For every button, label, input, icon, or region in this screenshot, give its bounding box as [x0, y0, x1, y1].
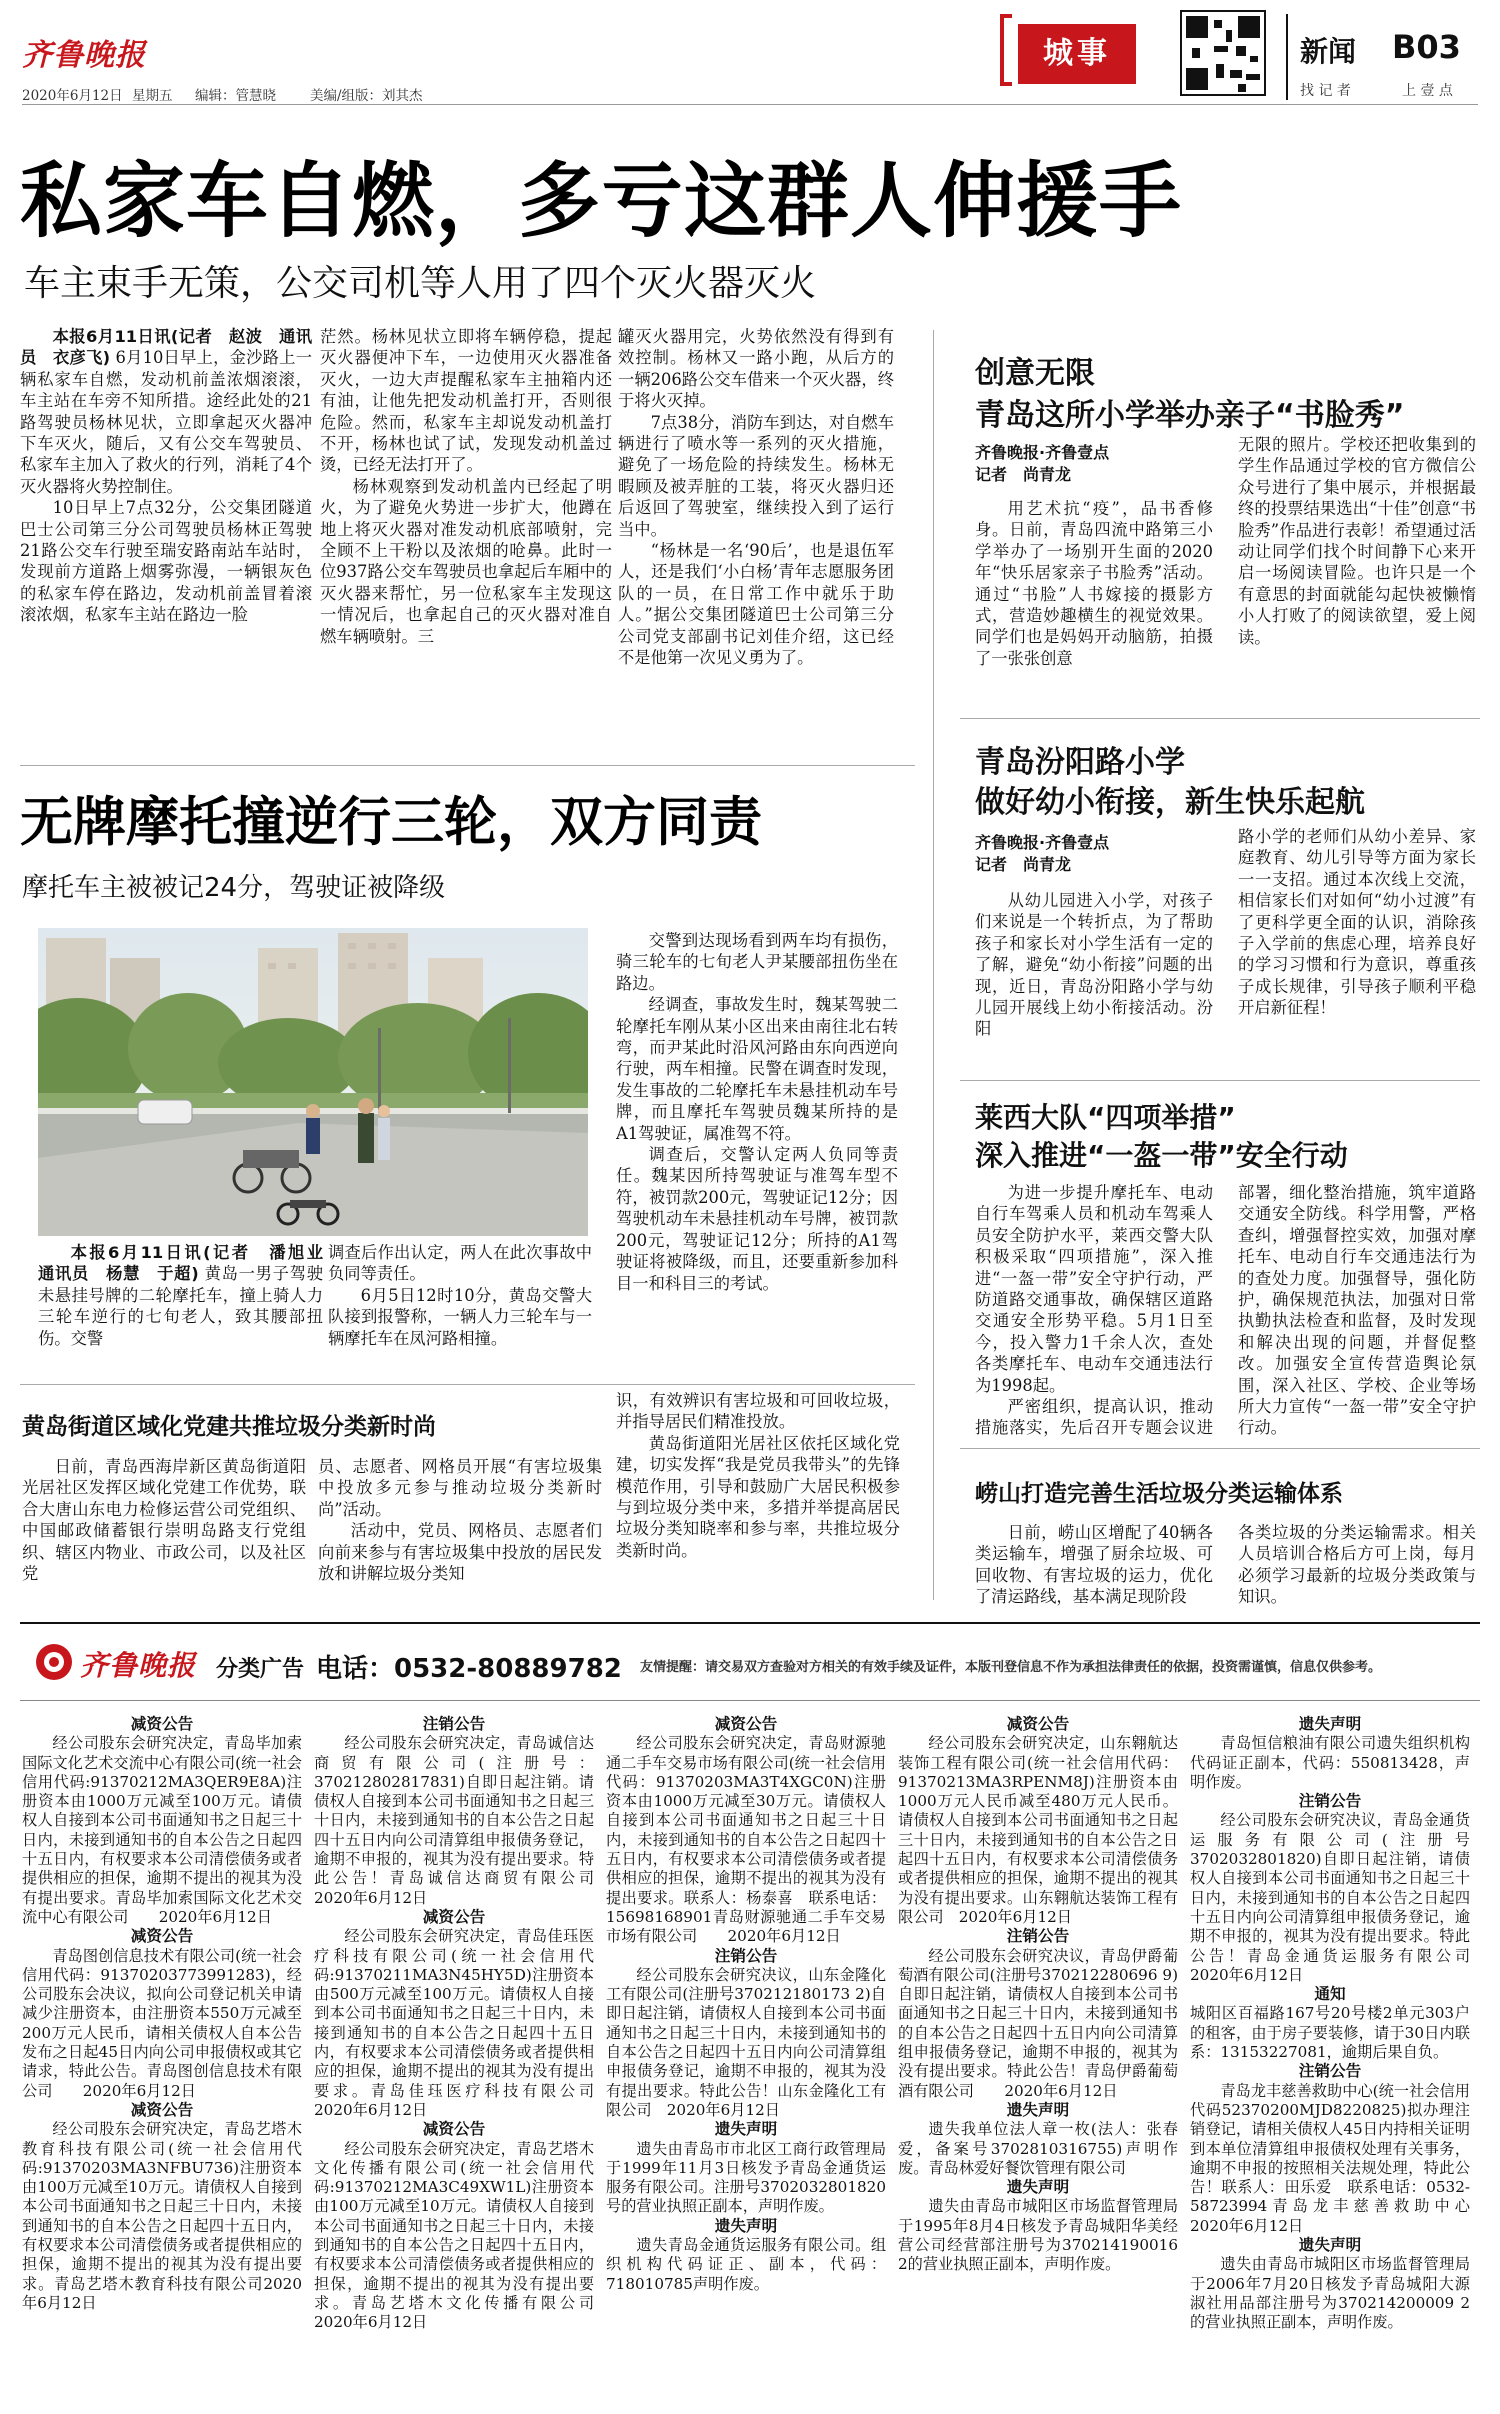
paragraph [616, 1144, 898, 1294]
right2-reporter: 记者 尚青龙 [975, 855, 1072, 874]
paragraph-text: 黄岛街道阳光居社区依托区域化党建，切实发挥“我是党员我带头”的先锋模范作用，引导和鼓励广大居民积极参与到垃圾分类中来，多措并举提高居民垃圾分类知晓率和参与率，共推垃圾分类新时尚。 [616, 1433, 900, 1560]
right4-col-1 [975, 1522, 1213, 1610]
right1-bottom-rule [960, 718, 1480, 719]
paragraph [616, 1390, 900, 1433]
notice-heading: 遗失声明 [714, 2216, 778, 2235]
story2-bottom-rule [20, 1384, 915, 1385]
right2-source: 齐鲁晚报·齐鲁壹点 [975, 833, 1110, 852]
paragraph-text: 调查后，交警认定两人负同等责任。魏某因所持驾驶证与准驾车型不符，被罚款200元，驾驶证记12分；因驾驶机动车未悬挂机动车号牌，被罚款200元，驾驶证记12分；所持的A1驾驶证将被降级，而且，还要重新参加科目一和科目三的考试。 [616, 1145, 898, 1293]
notice-heading: 注销公告 [1298, 1792, 1362, 1811]
paragraph-text: 日前，崂山区增配了40辆各类运输车，增强了厨余垃圾、可回收物、有害垃圾的运力，优化了清运路线，基本满足现阶段 [975, 1523, 1213, 1607]
classified-notice: 友情提醒：请交易双方查验对方相关的有效手续及证件，本版刊登信息不作为承担法律责任的依据，投资需谨慎，信息仅供参考。 [640, 1660, 1382, 1675]
paragraph-text: 罐灭火器用完，火势依然没有得到有效控制。杨林又一路小跑，从后方的一辆206路公交车借来一个灭火器，终于将火灭掉。 [618, 327, 894, 411]
notice-text: 经公司股东会研究决议，青岛金通货运服务有限公司(注册号3702032801820)自即日起注销，请债权人自接到本公司书面通知书之日起三十日内，未接到通知书的自本公告之日起四十五日内向公司清算组申报债务登记，逾期不申报的，视其为没有提出要求。特此公告！青岛金通货运服务有限公司 2020年6月12日 [1190, 1811, 1470, 1984]
paragraph-text: 茫然。杨林见状立即将车辆停稳，提起灭火器便冲下车，一边使用灭火器准备灭火，一边大声提醒私家车主抽箱内还有油，让他先把发动机盖打开，否则很危险。然而，私家车主却说发动机盖打不开，杨林也试了试，发现发动机盖过烫，已经无法打开了。 [320, 327, 612, 475]
section-tag: 城事 [1018, 24, 1136, 84]
paragraph-text: 无限的照片。学校还把收集到的学生作品通过学校的官方微信公众号进行了集中展示，并根据最终的投票结果选出“十佳”创意“书脸秀”作品进行表彰！希望通过活动让同学们找个时间静下心来开启一场阅读冒险。也许只是一个有意思的封面就能勾起快被懒惰小人打败了的阅读欲望，爱上阅读。 [1238, 435, 1476, 647]
byline: 本报6月11日讯(记者 潘旭业 通讯员 杨慧 于超) [38, 1243, 323, 1284]
masthead-editor: 编辑：管慧晓 [195, 88, 276, 104]
notice-heading: 减资公告 [422, 2120, 486, 2139]
paragraph-text: 路小学的老师们从幼小差异、家庭教育、幼儿引导等方面为家长一一支招。通过本次线上交流，相信家长们对如何“幼小过渡”有了更科学更全面的认识，消除孩子入学前的焦虑心理，培养良好的学习习惯和行为意识，尊重孩子成长规律，引导孩子顺利平稳开启新征程！ [1238, 827, 1476, 1018]
paragraph-text: 7点38分，消防车到达，对自燃车辆进行了喷水等一系列的灭火措施，避免了一场危险的持续发生。杨林无暇顾及被弄脏的工装，将灭火器归还后返回了驾驶室，继续投入到了运行当中。 [618, 412, 894, 539]
notice-heading: 注销公告 [422, 1715, 486, 1733]
notice-heading: 注销公告 [1298, 2062, 1362, 2081]
paragraph [38, 1242, 323, 1349]
right3-col-2 [1238, 1182, 1476, 1440]
notice-text: 经公司股东会研究决议，山东金隆化工有限公司(注册号370212180173 2)自即日起注销，请债权人自接到本公司书面通知书之日起三十日内，未接到通知书的自本公告之日起四十五日内向公司清算组申报债务登记，逾期不申报的，视其为没有提出要求。特此公告！山东金隆化工有限公司 2020年6月12日 [606, 1965, 886, 2119]
notice-text: 遗失由青岛市市北区工商行政管理局于1999年11月3日核发予青岛金通货运服务有限公司。注册号3702032801820号的营业执照正副本，声明作废。 [606, 2139, 886, 2216]
notice-heading: 减资公告 [422, 1907, 486, 1926]
notice-heading: 通知 [1314, 1985, 1346, 2004]
lead-headline: 私家车自燃，多亏这群人伸援手 [20, 154, 1183, 249]
byline: 本报6月11日讯(记者 赵波 通讯员 衣彦飞) [20, 327, 312, 368]
paragraph [975, 1396, 1213, 1440]
paragraph [616, 994, 898, 1144]
paragraph-text: 经调查，事故发生时，魏某驾驶二轮摩托车刚从某小区出来由南往北右转弯，而尹某此时沿风河路由东向西逆向行驶，两车相撞。民警在调查时发现，发生事故的二轮摩托车未悬挂机动车号牌，而且摩托车驾驶员魏某所持的是A1驾驶证，属准驾不符。 [616, 995, 898, 1143]
notice-text: 经公司股东会研究决定，青岛财源驰通二手车交易市场有限公司(统一社会信用代码：91370203MA3T4XGC0N)注册资本由1000万元减至30万元。请债权人自接到本公司书面通知书之日起三十日内，未接到通知书的自本公告之日起四十五日内，有权要求本公司清偿债务或者提供相应的担保，逾期不提出的视其为没有提出要求。联系人：杨泰喜 联系电话：15698168901青岛财源驰通二手车交易市场有限公司 2020年6月12日 [606, 1734, 886, 1946]
lead-col-2 [320, 326, 612, 756]
notice-heading: 减资公告 [130, 1715, 194, 1733]
classified-column [606, 1715, 886, 2405]
notice-text: 经公司股东会研究决定，青岛毕加索国际文化艺术交流中心有限公司(统一社会信用代码:91370212MA3QER9E8A)注册资本由1000万元减至100万元。请债权人自接到本公司书面通知书之日起三十日内，未接到通知书的自本公告之日起四十五日内，有权要求本公司清偿债务或者提供相应的担保，逾期不提出的视其为没有提出要求。青岛毕加索国际文化艺术交流中心有限公司 2020年6月12日 [22, 1734, 302, 1926]
paragraph-text: 杨林观察到发动机盖内已经起了明火，为了避免火势进一步扩大，他蹲在地上将灭火器对准发动机底部喷射，完全顾不上干粉以及浓烟的呛鼻。此时一位937路公交车驾驶员也拿起后车厢中的灭火器来帮忙，另一位私家车主发现这一情况后，也拿起自己的灭火器对准自燃车辆喷射。三 [320, 476, 612, 646]
paragraph-text: 员、志愿者、网格员开展“有害垃圾集中投放多元参与推动垃圾分类新时尚”活动。 [318, 1457, 602, 1519]
classified-column [22, 1715, 302, 2405]
masthead-weekday: 星期五 [132, 88, 173, 104]
story2-photo [38, 928, 588, 1236]
paragraph-text: 从幼儿园进入小学，对孩子们来说是一个转折点，为了帮助孩子和家长对小学生活有一定的了解，避免“幼小衔接”问题的出现，近日，青岛汾阳路小学与幼儿园开展线上幼小衔接活动。汾阳 [975, 891, 1213, 1039]
classified-logo: 齐鲁晚报 [80, 1649, 197, 1682]
right3-title-line1: 莱西大队“四项举措” [975, 1101, 1236, 1134]
notice-heading: 减资公告 [714, 1715, 778, 1733]
notice-text: 遗失青岛金通货运服务有限公司。组织机构代码证正、副本，代码：718010785声明作废。 [606, 2236, 886, 2293]
reporter-label: 找 记 者 [1300, 83, 1351, 99]
right1-source: 齐鲁晚报·齐鲁壹点 [975, 443, 1110, 462]
masthead-designer: 美编/组版：刘其杰 [310, 88, 423, 104]
paragraph [320, 476, 612, 647]
section-name: 新闻 [1300, 35, 1357, 68]
story2-headline: 无牌摩托撞逆行三轮，双方同责 [20, 792, 762, 853]
paragraph [318, 1520, 602, 1584]
paragraph [616, 1433, 900, 1561]
paragraph-text: 各类垃圾的分类运输需求。相关人员培训合格后方可上岗，每月必须学习最新的垃圾分类政策与知识。 [1238, 1523, 1476, 1607]
right1-reporter: 记者 尚青龙 [975, 465, 1072, 484]
paragraph [20, 497, 312, 625]
paragraph-text: 黄岛一男子驾驶未悬挂号牌的二轮摩托车，撞上骑人力三轮车逆行的七旬老人，致其腰部扭伤。交警 [38, 1264, 323, 1348]
paragraph [1238, 1439, 1476, 1440]
paragraph [975, 1182, 1213, 1396]
paragraph [22, 1456, 306, 1584]
notice-heading: 遗失声明 [1006, 2178, 1070, 2197]
paragraph [20, 326, 312, 497]
notice-heading: 遗失声明 [714, 2120, 778, 2139]
masthead-date: 2020年6月12日 [22, 88, 123, 104]
classified-column [898, 1715, 1178, 2405]
right3-col-1 [975, 1182, 1213, 1440]
paragraph [616, 930, 898, 994]
reporter-action: 上 壹 点 [1402, 83, 1453, 99]
paragraph [1238, 434, 1476, 648]
notice-text: 经公司股东会研究决定，青岛佳珏医疗科技有限公司(统一社会信用代码:91370211MA3N45HY5D)注册资本由500万元减至100万元。请债权人自接到本公司书面通知书之日起三十日内，未接到通知书的自本公告之日起四十五日内，有权要求本公司清偿债务或者提供相应的担保，逾期不提出的视其为没有提出要求。青岛佳珏医疗科技有限公司 2020年6月12日 [314, 1927, 594, 2119]
notice-text: 遗失由青岛市城阳区市场监督管理局于2006年7月20日核发予青岛城阳大源淑社用品部注册号为370214200009 2的营业执照正副本，声明作废。 [1190, 2255, 1470, 2332]
notice-text: 经公司股东会研究决定，青岛艺塔木文化传播有限公司(统一社会信用代码:91370212MA3C49XW1L)注册资本由100万元减至10万元。请债权人自接到本公司书面通知书之日起三十日内，未接到通知书的自本公告之日起四十五日内，有权要求本公司清偿债务或者提供相应的担保，逾期不提出的视其为没有提出要求。青岛艺塔木文化传播有限公司 2020年6月12日 [314, 2139, 594, 2332]
paragraph [1238, 1522, 1476, 1608]
story3-col-2 [318, 1456, 602, 1604]
classified-phone: 电话：0532-80889782 [316, 1654, 622, 1684]
right1-col-2 [1238, 434, 1476, 740]
paragraph [618, 540, 894, 668]
paragraph-text: 严密组织，提高认识，推动措施落实，先后召开专题会议进 [975, 1397, 1213, 1438]
section-divider [1286, 14, 1288, 100]
story3-col-3 [616, 1390, 900, 1604]
right3-bottom-rule [960, 1448, 1480, 1449]
right1-col-1 [975, 498, 1213, 738]
classified-header-rule [20, 1700, 1480, 1701]
story2-col-3 [616, 930, 898, 1360]
paragraph-text: 10日早上7点32分，公交集团隧道巴士公司第三分公司驾驶员杨林正驾驶21路公交车行驶至瑞安路南站车站时，发现前方道路上烟雾弥漫，一辆银灰色的私家车停在路边，发动机前盖冒着滚滚浓烟，私家车主站在路边一脸 [20, 498, 312, 625]
paragraph [328, 1242, 592, 1285]
right2-col-1 [975, 890, 1213, 1065]
paragraph-text: 用艺术抗“疫”，品书香修身。日前，青岛四流中路第三小学举办了一场别开生面的2020年“快乐居家亲子书脸秀”活动。通过“书脸”人书嫁接的摄影方式，营造妙趣横生的视觉效果。同学们也是妈妈开动脑筋，拍摄了一张张创意 [975, 499, 1213, 668]
notice-text: 经公司股东会研究决议，青岛伊爵葡萄酒有限公司(注册号370212280696 9)自即日起注销，请债权人自接到本公司书面通知书之日起三十日内，未接到通知书的自本公告之日起四十五日内向公司清算组申报债务登记，逾期不申报的，视其为没有提出要求。特此公告！青岛伊爵葡萄酒有限公司 2020年6月12日 [898, 1946, 1178, 2100]
notice-heading: 注销公告 [1006, 1927, 1070, 1946]
notice-text: 城阳区百福路167号20号楼2单元303户的租客，由于房子要装修，请于30日内联系：13153227081，逾期后果自负。 [1190, 2004, 1470, 2062]
paragraph [320, 326, 612, 476]
classified-logo-icon [36, 1644, 72, 1680]
notice-heading: 注销公告 [714, 1946, 778, 1965]
lead-subtitle: 车主束手无策，公交司机等人用了四个灭火器灭火 [24, 263, 817, 304]
notice-heading: 减资公告 [130, 1927, 194, 1946]
story3-col-1 [22, 1456, 306, 1604]
paragraph-text: 为进一步提升摩托车、电动自行车驾乘人员和机动车驾乘人员安全防护水平，莱西交警大队积极采取“四项措施”，深入推进“一盔一带”安全守护行动，严防道路交通事故，确保辖区道路交通安全形势平稳。5月1日至今，投入警力1千余人次，查处各类摩托车、电动车交通违法行为1998起。 [975, 1183, 1213, 1395]
right2-col-2 [1238, 826, 1476, 1066]
paragraph [975, 890, 1213, 1040]
paragraph-text: 活动中，党员、网格员、志愿者们向前来参与有害垃圾集中投放的居民发放和讲解垃圾分类知 [318, 1521, 602, 1584]
notice-heading: 遗失声明 [1006, 2100, 1070, 2119]
qr-code-icon [1180, 10, 1266, 96]
right1-title-line2: 青岛这所小学举办亲子“书脸秀” [975, 398, 1405, 433]
paragraph-text: 日前，青岛西海岸新区黄岛街道阳光居社区发挥区域化党建工作优势，联合大唐山东电力检修运营公司党组织、中国邮政储蓄银行崇明岛路支行党组织、辖区内物业、市政公司，以及社区党 [22, 1457, 306, 1584]
paragraph [975, 498, 1213, 669]
paragraph-text: “杨林是一名‘90后’，也是退伍军人，还是我们‘小白杨’青年志愿服务团队的一员，在日常工作中就乐于助人。”据公交集团隧道巴士公司第三分公司党支部副书记刘佳介绍，这已经不是他第一次见义勇为了。 [618, 541, 894, 668]
story2-col-2 [328, 1242, 592, 1362]
notice-heading: 减资公告 [130, 2100, 194, 2119]
classified-column [1190, 1715, 1470, 2405]
notice-text: 遗失由青岛市城阳区市场监督管理局于1995年8月4日核发予青岛城阳华美经营公司经营部注册号为370214190016 2的营业执照正副本，声明作废。 [898, 2197, 1178, 2274]
story3-headline: 黄岛街道区域化党建共推垃圾分类新时尚 [22, 1414, 436, 1440]
story2-subtitle: 摩托车主被被记24分，驾驶证被降级 [22, 873, 446, 903]
notice-text: 经公司股东会研究决定，青岛艺塔木教育科技有限公司(统一社会信用代码:91370203MA3NFBU736)注册资本由100万元减至10万元。请债权人自接到本公司书面通知书之日起三十日内，未接到通知书的自本公告之日起四十五日内，有权要求本公司清偿债务或者提供相应的担保，逾期不提出的视其为没有提出要求。青岛艺塔木教育科技有限公司2020年6月12日 [22, 2120, 302, 2312]
paragraph-text: 部署，细化整治措施，筑牢道路交通安全防线。科学用警，严格查纠，增强督控实效，加强对摩托车、电动自行车交通违法行为的查处力度。加强督导，强化防护，确保规范执法，加强对日常执勤执法检查和监督，及时发现和解决出现的问题，并督促整改。加强安全宣传营造舆论氛围，深入社区、学校、企业等场所大力宣传“一盔一带”安全守护行动。 [1238, 1183, 1476, 1438]
paragraph [318, 1456, 602, 1520]
notice-heading: 遗失声明 [1298, 1715, 1362, 1733]
notice-heading: 遗失声明 [1298, 2236, 1362, 2255]
story2-col-1 [38, 1242, 323, 1362]
paragraph [618, 326, 894, 412]
lead-bottom-rule [20, 765, 915, 766]
paragraph [1238, 826, 1476, 1019]
right1-title-line1: 创意无限 [975, 356, 1095, 391]
classified-column [314, 1715, 594, 2405]
lead-col-3 [618, 326, 894, 756]
notice-text: 青岛龙丰慈善救助中心(统一社会信用代码52370200MJD8220825)拟办理注销登记，请相关债权人45日内持相关证明到本单位清算组申报债权处理有关事务，逾期不申报的按照相关法规处理，特此公告！联系人：田乐爱 联系电话：0532-58723994青岛龙丰慈善救助中心 2020年6月12日 [1190, 2081, 1470, 2235]
paragraph [618, 412, 894, 540]
notice-text: 经公司股东会研究决定，山东翱航达装饰工程有限公司(统一社会信用代码：91370213MA3RPENM8J)注册资本由1000万元人民币减至480万元人民币。请债权人自接到本公司书面通知书之日起三十日内，未接到通知书的自本公告之日起四十五日内，有权要求本公司清偿债务或者提供相应的担保，逾期不提出的视其为没有提出要求。山东翱航达装饰工程有限公司 2020年6月12日 [898, 1734, 1178, 1926]
notice-text: 经公司股东会研究决定，青岛诚信达商贸有限公司(注册号：370212802817831)自即日起注销。请债权人自接到本公司书面通知书之日起三十日内，未接到通知书的自本公告之日起四十五日内向公司清算组申报债务登记，逾期不申报的，视其为没有提出要求。特此公告！青岛诚信达商贸有限公司 2020年6月12日 [314, 1734, 594, 1907]
masthead [0, 0, 1500, 110]
paragraph [1238, 1182, 1476, 1439]
page-number: B03 [1392, 28, 1461, 66]
lead-col-1 [20, 326, 312, 756]
right2-bottom-rule [960, 1080, 1480, 1081]
paragraph [975, 1522, 1213, 1608]
right3-title-line2: 深入推进“一盔一带”安全行动 [975, 1139, 1348, 1172]
paragraph-text: 6月10日早上，金沙路上一辆私家车自燃，发动机前盖浓烟滚滚，车主站在车旁不知所措。途经此处的21路驾驶员杨林见状，立即拿起灭火器冲下车灭火，随后，又有公交车驾驶员、私家车主加入了救火的行列，消耗了4个灭火器将火势控制住。 [20, 348, 312, 496]
paragraph [328, 1285, 592, 1349]
classified-header [20, 1632, 1480, 1702]
notice-text: 青岛图创信息技术有限公司(统一社会信用代码：91370203773991283)，经公司股东会决议，拟向公司登记机关申请减少注册资本，由注册资本550万元减至200万元人民币，请相关债权人自本公告发布之日起45日内向公司申报债权或其它请求，特此公告。青岛图创信息技术有限公司 2020年6月12日 [22, 1946, 302, 2100]
vertical-divider [933, 330, 934, 1600]
road-scene-image [38, 928, 588, 1236]
notice-text: 遗失我单位法人章一枚(法人：张春爱，备案号3702810316755)声明作废。青岛林爱好餐饮管理有限公司 [898, 2120, 1178, 2177]
notice-heading: 减资公告 [1006, 1715, 1070, 1733]
right4-headline: 崂山打造完善生活垃圾分类运输体系 [975, 1481, 1343, 1507]
paragraph-text: 6月5日12时10分，黄岛交警大队接到报警称，一辆人力三轮车与一辆摩托车在凤河路相撞。 [328, 1285, 592, 1348]
section-tag-corner [1000, 14, 1012, 86]
classified-label: 分类广告 [216, 1657, 305, 1682]
paragraph-text: 交警到达现场看到两车均有损伤，骑三轮车的七旬老人尹某腰部扭伤坐在路边。 [616, 931, 898, 993]
classified-top-rule [20, 1622, 1480, 1624]
right4-col-2 [1238, 1522, 1476, 1610]
paragraph-text: 识，有效辨识有害垃圾和可回收垃圾，并指导居民们精准投放。 [616, 1391, 900, 1432]
paragraph-text: 调查后作出认定，两人在此次事故中负同等责任。 [328, 1243, 592, 1284]
notice-text: 青岛恒信粮油有限公司遗失组织机构代码证正副本，代码：550813428，声明作废。 [1190, 1734, 1470, 1791]
masthead-logo: 齐鲁晚报 [22, 38, 146, 73]
masthead-rule [22, 104, 1478, 105]
right2-title-line1: 青岛汾阳路小学 [975, 745, 1185, 780]
right2-title-line2: 做好幼小衔接，新生快乐起航 [975, 785, 1365, 820]
